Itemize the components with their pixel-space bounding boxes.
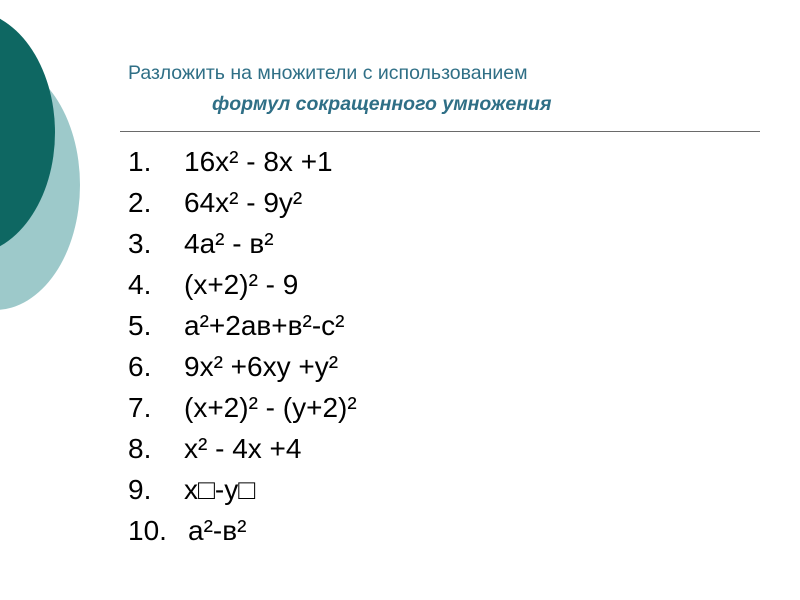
item-expression: 64x² - 9y² <box>184 187 303 218</box>
list-item <box>128 308 357 349</box>
item-expression: 16x² - 8x +1 <box>184 146 333 177</box>
item-number: 6. <box>128 351 152 382</box>
item-expression: a²-в² <box>188 515 247 546</box>
list-item <box>128 267 357 308</box>
exercise-list <box>128 144 357 554</box>
item-expression: 4a² - в² <box>184 228 274 259</box>
item-number: 4. <box>128 269 152 300</box>
list-item <box>128 390 357 431</box>
item-expression: x□-y□ <box>184 474 256 505</box>
list-item <box>128 185 357 226</box>
item-expression: x² - 4x +4 <box>184 433 302 464</box>
item-number: 2. <box>128 187 152 218</box>
item-expression: 9x² +6xy +y² <box>184 351 339 382</box>
item-expression: (x+2)² - (y+2)² <box>184 392 357 423</box>
list-item <box>128 349 357 390</box>
list-item <box>128 144 357 185</box>
item-number: 3. <box>128 228 152 259</box>
item-number: 7. <box>128 392 152 423</box>
item-expression: a²+2aв+в²-c² <box>184 310 345 341</box>
item-number: 8. <box>128 433 152 464</box>
item-number: 9. <box>128 474 152 505</box>
slide-title-line2: формул сокращенного умножения <box>212 93 552 115</box>
item-number: 1. <box>128 146 152 177</box>
list-item <box>128 226 357 267</box>
item-number: 5. <box>128 310 152 341</box>
item-expression: (x+2)² - 9 <box>184 269 299 300</box>
slide-title-line1: Разложить на множители с использованием <box>128 62 528 84</box>
list-item <box>128 472 357 513</box>
list-item <box>128 513 357 554</box>
title-divider <box>120 131 760 132</box>
item-number: 10. <box>128 515 167 546</box>
list-item <box>128 431 357 472</box>
